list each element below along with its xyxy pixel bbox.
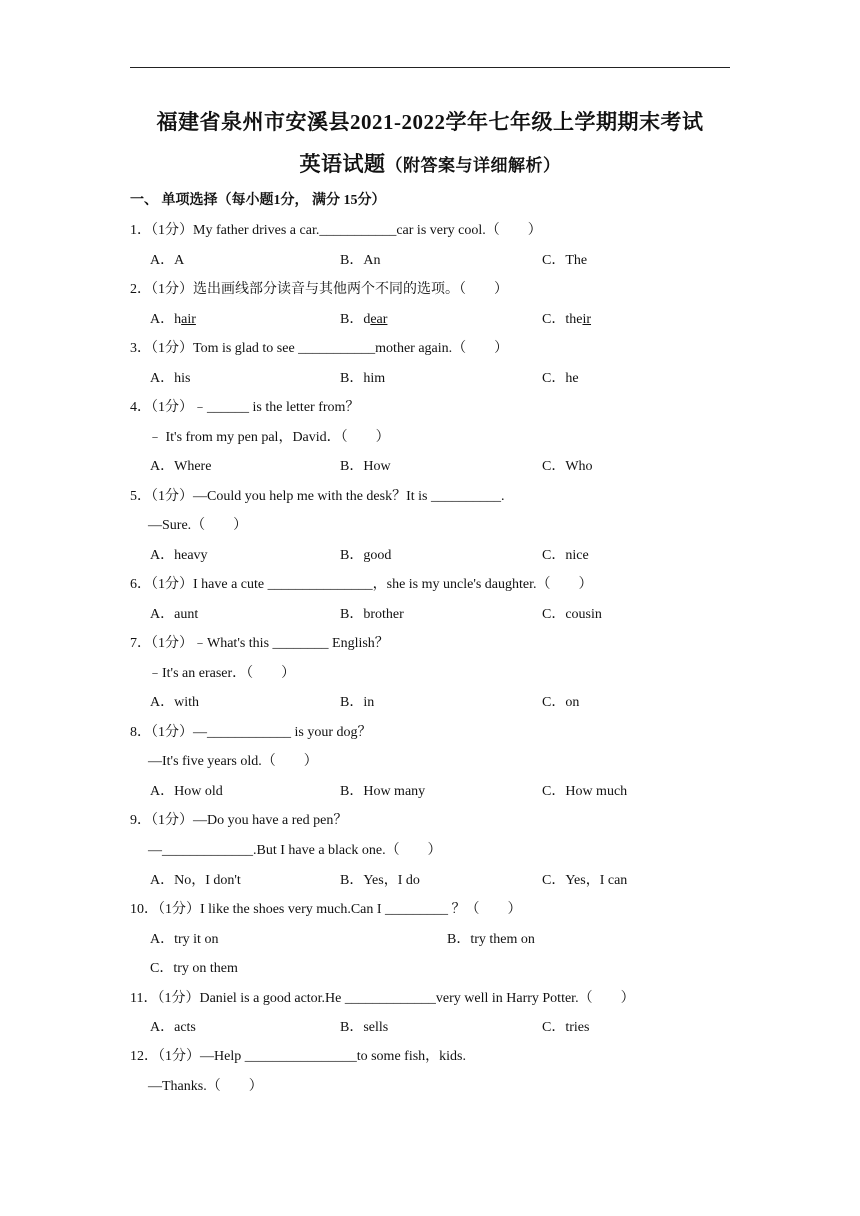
question-9-option-c: C．Yes，I can xyxy=(542,873,628,888)
question-11-option-b: B．sells xyxy=(340,1020,389,1035)
question-7-option-b: B．in xyxy=(340,695,375,710)
question-7-response: ﹣It's an eraser．（ ） xyxy=(148,666,296,681)
question-10-option-a: A．try it on xyxy=(150,932,219,947)
question-5-stem: 5．（1分）—Could you help me with the desk？It is __________. xyxy=(130,489,505,504)
question-10-option-c: C．try on them xyxy=(150,961,238,976)
question-11-option-c: C．tries xyxy=(542,1020,590,1035)
question-7-stem: 7．（1分）﹣What's this ________ English？ xyxy=(130,636,389,651)
question-5-option-b: B．good xyxy=(340,548,392,563)
question-5-option-a: A．heavy xyxy=(150,548,208,563)
question-5-response: —Sure.（ ） xyxy=(148,518,248,533)
question-1-option-b: B．An xyxy=(340,253,381,268)
question-9-option-a: A．No，I don't xyxy=(150,873,241,888)
question-3-option-b: B．him xyxy=(340,371,386,386)
question-4-option-a: A．Where xyxy=(150,459,212,474)
question-6-option-b: B．brother xyxy=(340,607,404,622)
section-heading: 一、 单项选择（每小题1分， 满分 15分） xyxy=(130,193,386,208)
question-3-option-c: C．he xyxy=(542,371,579,386)
question-4-response: ﹣ It's from my pen pal，David．（ ） xyxy=(148,430,390,445)
document-subtitle xyxy=(0,148,860,178)
question-11-stem: 11．（1分）Daniel is a good actor.He _____________very well in Harry Potter.（ ） xyxy=(130,991,635,1006)
question-4-option-b: B．How xyxy=(340,459,391,474)
question-6-option-a: A．aunt xyxy=(150,607,199,622)
document-title: 福建省泉州市安溪县2021-2022学年七年级上学期期末考试 xyxy=(156,110,704,134)
question-3-stem: 3．（1分）Tom is glad to see ___________mother again.（ ） xyxy=(130,341,509,356)
question-8-response: —It's five years old.（ ） xyxy=(148,754,318,769)
question-8-option-b: B．How many xyxy=(340,784,426,799)
question-9-option-b: B．Yes，I do xyxy=(340,873,420,888)
question-2-option-b: B．dear xyxy=(340,312,388,327)
question-7-option-a: A．with xyxy=(150,695,199,710)
subtitle-note: （附答案与详细解析） xyxy=(385,156,561,175)
question-1-option-a: A．A xyxy=(150,253,185,268)
question-7-option-c: C．on xyxy=(542,695,580,710)
question-5-option-c: C．nice xyxy=(542,548,589,563)
question-6-stem: 6．（1分）I have a cute _______________，she is my uncle's daughter.（ ） xyxy=(130,577,593,592)
question-10-option-b: B．try them on xyxy=(447,932,535,947)
question-4-stem: 4．（1分）﹣______ is the letter from？ xyxy=(130,400,360,415)
question-6-option-c: C．cousin xyxy=(542,607,602,622)
question-3-option-a: A．his xyxy=(150,371,191,386)
question-8-option-a: A．How old xyxy=(150,784,223,799)
question-10-stem: 10．（1分）I like the shoes very much.Can I _________ ？（ ） xyxy=(130,902,522,917)
question-2-option-c: C．their xyxy=(542,312,592,327)
question-9-response: —_____________.But I have a black one.（ ） xyxy=(148,843,442,858)
question-8-stem: 8．（1分）—____________ is your dog？ xyxy=(130,725,372,740)
header-rule xyxy=(130,67,730,68)
question-2-stem: 2．（1分）选出画线部分读音与其他两个不同的选项。（ ） xyxy=(130,282,508,297)
question-1-option-c: C．The xyxy=(542,253,588,268)
question-8-option-c: C．How much xyxy=(542,784,628,799)
question-11-option-a: A．acts xyxy=(150,1020,196,1035)
question-12-response: —Thanks.（ ） xyxy=(148,1079,263,1094)
question-4-option-c: C．Who xyxy=(542,459,593,474)
question-12-stem: 12．（1分）—Help ________________to some fish，kids. xyxy=(130,1049,466,1064)
question-1-stem: 1．（1分）My father drives a car.___________car is very cool.（ ） xyxy=(130,223,542,238)
subtitle-main: 英语试题 xyxy=(299,152,386,176)
question-9-stem: 9．（1分）—Do you have a red pen？ xyxy=(130,813,348,828)
question-2-option-a: A．hair xyxy=(150,312,196,327)
